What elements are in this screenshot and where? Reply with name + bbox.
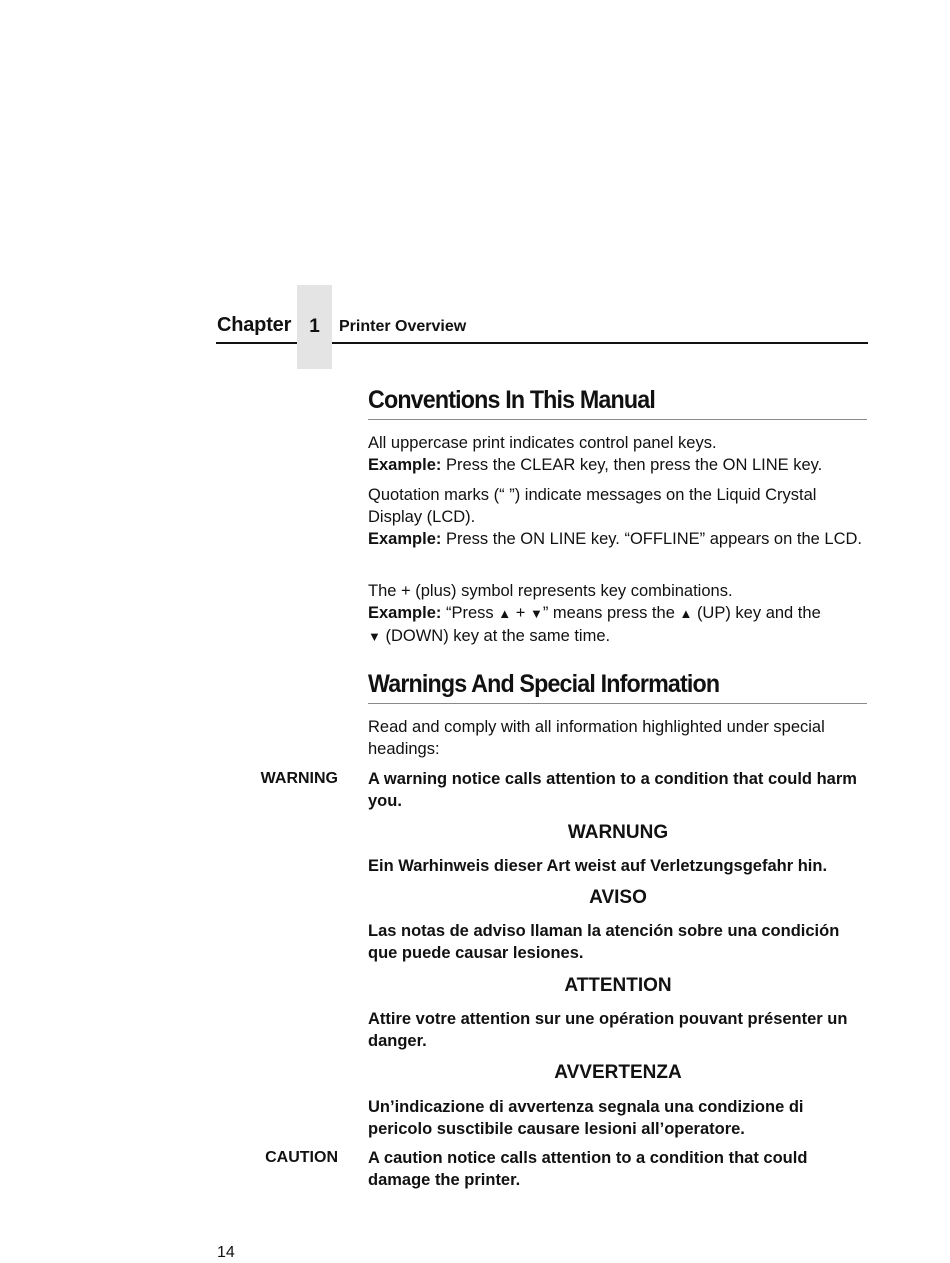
example-label: Example: [368, 530, 442, 548]
french-heading: ATTENTION [564, 975, 672, 996]
down-arrow-icon: ▼ [368, 629, 381, 644]
conventions-paragraph-quotes [368, 484, 868, 550]
warning-notice: A warning notice calls attention to a condition that could harm you. [368, 770, 857, 810]
example-line [368, 602, 868, 648]
paragraph-line: The + (plus) symbol represents key combinations. [368, 582, 733, 600]
example-label: Example: [368, 604, 442, 622]
german-notice: Ein Warhinweis dieser Art weist auf Verletzungsgefahr hin. [368, 857, 828, 875]
chapter-rule [332, 342, 868, 344]
example-text: Press the CLEAR key, then press the ON LINE key. [445, 456, 823, 474]
chapter-title: Printer Overview [339, 318, 467, 335]
down-arrow-icon: ▼ [529, 606, 543, 621]
section-heading-warnings: Warnings And Special Information [368, 670, 720, 698]
up-arrow-icon: ▲ [498, 606, 512, 621]
chapter-label: Chapter [217, 314, 292, 336]
conventions-paragraph-plus [368, 580, 868, 648]
paragraph-line: All uppercase print indicates control panel keys. [368, 434, 717, 452]
conventions-paragraph-uppercase [368, 432, 868, 476]
example-line [368, 528, 868, 550]
example-text-down: (DOWN) key at the same time. [385, 627, 611, 645]
spanish-notice: Las notas de adviso llaman la atención sobre una condición que puede causar lesiones. [368, 922, 840, 962]
section-divider [368, 703, 867, 704]
italian-notice: Un’indicazione di avvertenza segnala una condizione di pericolo susctibile causare lesioni all’operatore. [368, 1098, 804, 1138]
example-text-open: “Press [445, 604, 494, 622]
chapter-number: 1 [309, 316, 320, 337]
example-text: Press the ON LINE key. “OFFLINE” appears on the LCD. [445, 530, 862, 548]
page-number: 14 [217, 1244, 235, 1261]
chapter-rule [216, 342, 297, 344]
up-arrow-icon: ▲ [679, 606, 693, 621]
warning-label: WARNING [260, 770, 338, 787]
section-heading-conventions: Conventions In This Manual [368, 386, 655, 414]
example-line [368, 454, 868, 476]
paragraph-line: Quotation marks (“ ”) indicate messages on the Liquid Crystal Display (LCD). [368, 486, 817, 526]
warnings-intro: Read and comply with all information highlighted under special headings: [368, 718, 825, 758]
italian-heading: AVVERTENZA [554, 1062, 682, 1083]
example-text-up: (UP) key and the [696, 604, 821, 622]
example-text-plus: + [515, 604, 526, 622]
example-label: Example: [368, 456, 442, 474]
caution-notice: A caution notice calls attention to a condition that could damage the printer. [368, 1149, 808, 1189]
french-notice: Attire votre attention sur une opération pouvant présenter un danger. [368, 1010, 848, 1050]
german-heading: WARNUNG [567, 822, 669, 843]
caution-label: CAUTION [265, 1149, 338, 1166]
spanish-heading: AVISO [589, 887, 647, 908]
example-text-mid: ” means press the [542, 604, 675, 622]
section-divider [368, 419, 867, 420]
